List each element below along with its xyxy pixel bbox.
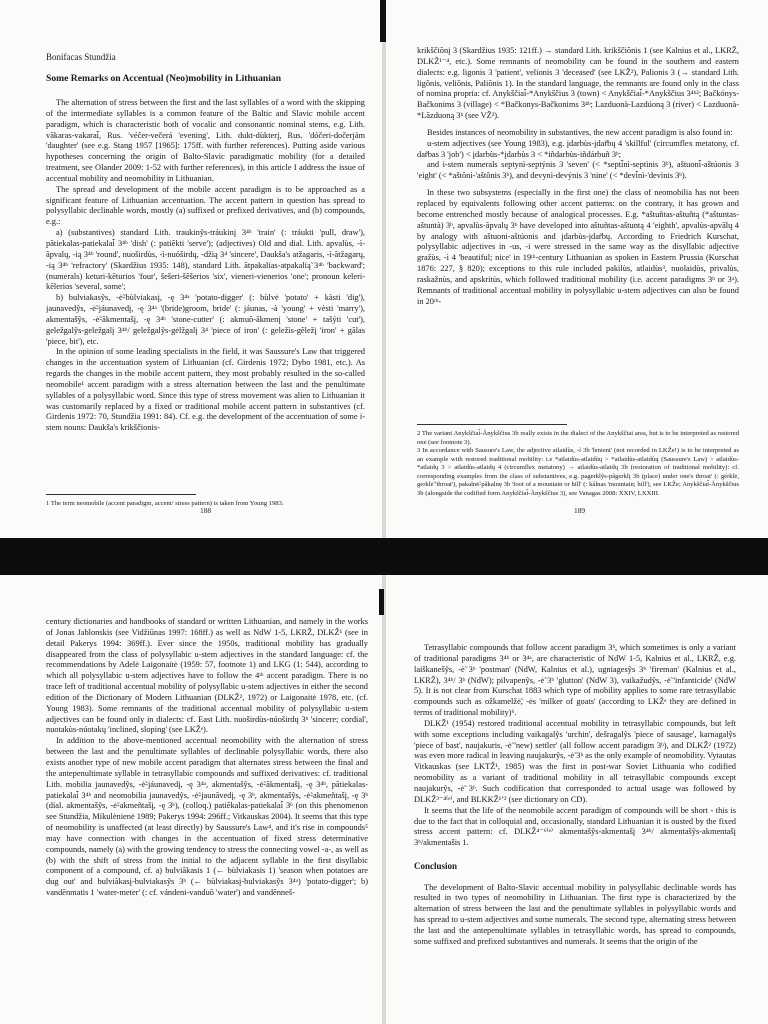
page-188-footnotes: [46, 488, 365, 508]
paragraph: and i-stem numerals septynì-septýnis 3 'seven' (< *septi̇̃nì-septìnis 3ᵇ), aštuoni̇̃-aštúonis 3 'eight' (< *aštõnì-'aštõnis 3ᵇ), and devynì-devýnis 3 'nine' (< *devi̇̃nì-'devìnis 3ᵇ).: [417, 160, 739, 181]
page-188-body: [46, 98, 365, 508]
footnote: 2 The variant Anykščiai̇̃-Ãnykščius 3b really exists in the dialect of the Anykščiai area, but is to be interpreted as restored one (see footnote 3).: [417, 430, 739, 446]
paragraph: b) bulviakasỹs, -ė̃-bùlviakasį, -ę 3⁴ᵃ 'potato-digger' (: bùlvė 'potato' + kàsti 'dig'), jaunavedỹs, -ė̃-jáunavedį, -ę 3⁴ᵃ '(bride)groom, bride' (: jáunas, -à 'young' + vèsti 'marry'), akmentašỹs, -ė̃-ãkmentašį, -ę 3⁴ᵇ 'stone-cutter' (: akmuõ-ãkmenį 'stone' + tašýti 'cut'), geležgalỹs-geležgalį 3⁴ᵇ/ geležgalỹs-gėlžgalį 3⁴ 'piece of iron' (: geležìs-gẽležį 'iron' + gãlas 'piece, bit'), etc.: [46, 293, 365, 346]
paragraph: In the opinion of some leading specialists in the field, it was Saussure's Law that triggered changes in the accentuation system of Lithuanian (cf. Girdenis 1972; Dybo 1981, etc.). As regards the changes in the mobile accent pattern, they most probably resulted in the so-called neomobile¹ accent paradigm with a stress alternation between the last and the penultimate syllables of a polysyllabic word. Since this type of stress movement was alien to Lithuanian it was customarily replaced by a fixed or traditional mobile accent pattern in substantives (cf. Girdenis 1972: 70, Stundžia 1991: 84). Cf. e.g. the development of the accentuation of some i-stem nouns: Daukša's krikščionis-: [46, 347, 365, 433]
bottom-page-spread: [0, 575, 768, 1024]
page-gutter: [382, 575, 386, 1024]
binding-mark: [380, 0, 386, 42]
binding-mark: [379, 589, 384, 615]
paragraph: Tetrasyllabic compounds that follow accent paradigm 3ᵇ, which sometimes is only a variant of traditional paradigms 3⁴ᵇ or 3⁴ᵃ, are characteristic of NdW 1-5, Kalnius et al., LKRŽ, e.g. laiškanešỹs, -ė̃ 3ᵇ 'postman' (NdW, Kalnius et al.), ugniagesỹs 3ᵇ 'fireman' (Kalnius et al., LKRŽ), 3⁴ᵇ/ 3ᵇ (NdW); pilvapenỹs, -ė̃ 3ᵇ 'glutton' (NdW 3), vaikažudỹs, -ė̃ 'infanticide' (NdW 5). It is not clear from Kurschat 1883 which type of mobility applies to some rare tetrasyllabic compounds such as ožkamelžė̃, -ės 'milker of goats' (according to LKŽᵉ they are defined in terms of traditional mobility)⁶.: [414, 643, 736, 718]
footnote-rule: [417, 424, 567, 425]
page-189-footnotes: [417, 418, 739, 504]
paragraph: u-stem adjectives (see Young 1983), e.g. įdarbùs-įdar̃bų 4 'skillful' (circumflex metatony, cf. dar̃bas 3 'job') < įdarbùs-*įdarbùs 3 < *iñdarbùs-iñdárbuñ 3ᵇ;: [417, 138, 739, 159]
page-number: 188: [200, 506, 212, 515]
page-number: 189: [574, 506, 586, 515]
paragraph: krikščiõnį 3 (Skardžius 1935: 121ff.) → standard Lith. krikščiõnis 1 (see Kalnius et al., LKRŽ, DLKŽ¹⁻⁴, etc.). Some remnants of neomobility can be found in the southern and eastern dialects: e.g. ligonis 3 'patient', velionis 3 'deceased' (see LKŽ²), Palionis 3 (→ standard Lith. ligõnis, veliõnis, Paliõnis 1). In the standard language, the remnants are found only in the class of nomina propria: cf. Anykščiai̇̃-*Anykščius 3 (town) < Anykščiai̇̃-*Anykščius 3⁴ᵇ²; Bačkónys-Bačkonims 3 (village) < *Bačkonys-Bačkonims 3⁴ᵇ; Lazduonà-Lazdúoną 3 (river) < Lazduonà-*Lãzduoną 3ᵇ (see VŽ²).: [417, 46, 739, 121]
paragraph: century dictionaries and handbooks of standard or written Lithuanian, and namely in the works of Jonas Jablonskis (see Vidžiūnas 1997: 168ff.) as well as NdW 1-5, LKRŽ, DLKŽ¹ (see in detail Pakerys 1994: 369ff.). Ever since the 1950s, traditional mobility has gradually disappeared from the class of polysyllabic u-stem adjectives in the standard language: cf. the recommendations by Adelė Laigonaitė (1959: 57, footnote 1) and LKG (1: 544), according to which all polysyllabic u-stem adjectives have to follow the 4ᵗʰ accent paradigm. There is no trace left of traditional accentual mobility of polysyllabic u-stem adjectives in either the second edition of the Dictionary of Modern Lithuanian (DLKŽ², 1972) or Laigonaitė 1978, etc. (cf. Young 1983). Some remnants of the traditional accentual mobility of polysyllabic u-stem adjectives can be found only in dialects: cf. East Lith. nuoširdùs-núoširdų 3ᵇ 'sincere; cordial', nuotakùs-núotakų 'inclined, sloping' (see LKŽᵉ).: [46, 617, 368, 735]
paragraph: The alternation of stress between the first and the last syllables of a word with the skipping of the intermediate syllables is a common feature of the Baltic and Slavic mobile accent paradigm, which is characteristic both of vocalic and consonantic nominal stems, e.g. Lith. vãkaras-vakarai̇̃, Rus. 'véčer-večerá 'evening', Lith. dukt-dùkterį, Rus. 'dóčeri-dočerjám 'daughter' (see e.g. Stang 1957 [1965]: 175ff. with further references). Putting aside various hypotheses concerning the origin of Balto-Slavic paradigmatic mobility (for a detailed treatment, see Olander 2009: 1-52 with further references), in this article I address the issue of accentual mobility and neomobility in Lithuanian.: [46, 98, 365, 183]
page-189-body: [417, 46, 739, 414]
paragraph: DLKŽ¹ (1954) restored traditional accentual mobility in tetrasyllabic compounds, but left with some exceptions including vaikagalỹs 'urchin', dešragalỹs 'piece of sausage', karnagalỹs 'piece of bast', naujakuris, -ė̃ 'new) settler' (all follow accent paradigm 3ᵇ), and DLKŽ² (1972) was even more radical in leaving naujakurỹs, -ė̃ 3ᵇ as the only example of neomobility. Vytautas Vitkauskas (see LKTŽ¹, 1985) was the first in post-war Soviet Lithuania who codified neomobility as a variant of traditional mobility in all tetrasyllabic compounds except naujakurỹs, -ė̃ 3ᵇ. Such codification that corresponded to actual usage was followed by DLKŽ³⁻⁴⁽ᵉ⁾, and BLKKŽ¹ʼ² (see dictionary on CD).: [414, 718, 736, 804]
author-name: Bonifacas Stundžia: [46, 52, 116, 62]
footnote: 3 In accordance with Sausure's Law, the adjective atlaidùs, -ì 3b 'lenient' (not recorded in LKŽe!) is to be interpreted as an example with restored traditional mobility: i.e *atlaidùs-atlaidùų > *atlaidùs-atlaidùų (Saussure's Law) > atlaidùs-*atlaidų 3 > atlaidùs-atlaidų 4 (circumflex metatony) → atlaidùs-atlaidų 3b (restoration of traditional mobility): cf. corresponding examples from the class of substantives, e.g. pagerklỹs-pãgerklį 3b (place) under one's throat' (: gérklė, gerklė̃ 'throat'), pakalnė̃-pãkalnę 3b 'foot of a mountain or hill' (: kálnas 'mountain; hill'), see LKŽe; Anykščiai̇̃-Ãnykščius 3b (alongside the codified form Anykščiai̇̃-Ãnykščius 3), see Vanagas 2008: XXIV, LXXIII.: [417, 447, 739, 497]
scan-divider-band: [0, 538, 768, 575]
paragraph: The spread and development of the mobile accent paradigm is to be approached as a significant feature of Lithuanian accentuation. The accent pattern in question has spread to polysyllabic declinable words, mostly (a) suffixed or prefixed derivatives, and (b) compounds, e.g.:: [46, 184, 365, 227]
footnote: 1 The term neomobile (accent paradigm, accent/ stress pattern) is taken from Young 1983.: [46, 500, 284, 507]
page-gutter: [382, 0, 386, 538]
article-title: Some Remarks on Accentual (Neo)mobility in Lithuanian: [46, 73, 282, 84]
page-191-body: [414, 643, 736, 1024]
paragraph: In addition to the above-mentioned accentual neomobility with the alternation of stress between the last and the penultimate syllables of declinable polysyllabic words, there also exists another type of new mobile accent paradigm that alternates stress between the final and the antepenultimate syllable in tetrasyllabic compounds and suffixed derivatives: cf. traditional Lith. mobilia jaunavedỹs, -ė̃-jáunavedį, -ę 3⁴ᵃ, akmentašỹs, -ė̃-ãkmentašį, -ę 3⁴ᵇ, pãtiekalas-patiekalai̇̃ 3⁴ᵇ and neomobilia jaunavedỹs, -ė̃-jaunãvedį, -ę 3ᵇ, akmentašỹs, -ė̃-akmeñtašį, -ę 3ᵇ (dial. akmentašỹs, -ė̃-akmeñtašį, -ę 3ᵇ), (colloq.) patiẽkalas-patiekalai̇̃ 3ᵇ (on this phenomenon see Stundžia, Mikulėnienė 1989; Pakerys 1994: 296ff.; Vitkauskas 2004). It seems that this type of neomobility is unaffected (at least directly) by Saussure's Law⁴, and it's rise in compounds⁵ may have connection with changes in the accentuation of fixed stress determinative compounds, namely (a) with the growing tendency to stress the connecting vowel -a-, as well as (b) with the shift of stress from the initial to the adjacent syllable in the first disyllabic component of a compound, cf. a) bulviãkasis 1 (← bùlviakasis 1) 'season when potatoes are dug out' and bulviãkasį-bulviakasỹs 3ᵇ (← bùlviakasį-bulviakasỹs 3⁴ᵃ) 'potato-digger'; b) vandẽnmatis 1 'water-meter' (: cf. vándeni-vanduõ 'water') and vandẽnneš-: [46, 736, 368, 898]
paragraph: In these two subsystems (especially in the first one) the class of neomobilia has not been replaced by equivalents following other accent patterns: on the contrary, it has grown and become entrenched mostly because of analogical processes. E.g. *aštuñtas-aštuñtą (*aštuntas-aštuntà) 3ᵇ, apvalùs-ãpvalų 3ᵇ have developed into aštuñtas-aštuntą 4 'eighth', apvalùs-apvãlų 4 by analogy with aštuoni-aštúonis and įdarbùs-įdar̃bų. According to Friedrich Kurschat, polysyllabic adjectives in -us, -i were stressed in the same way as the disyllabic adjective gražùs, -ì 4 'beautiful; nice' in 19ᵗʰ-century Lithuanian as spoken in Eastern Prussia (Kurschat 1876: 227, § 820); exceptions to this rule included pakilùs, atlaidùs³, nuolaidùs, privalùs, raskažnùs, and apskritùs, which followed traditional mobility (i.e. accent paradigms 3ᵇ or 3ᵃ). Remnants of traditional accentual mobility in polysyllabic u-stem adjectives can also be found in 20ᵗʰ-: [417, 188, 739, 306]
page-190-body: [46, 617, 368, 1024]
paragraph: Besides instances of neomobility in substantives, the new accent paradigm is also found in:: [427, 127, 733, 137]
footnote-rule: [46, 494, 196, 495]
section-heading: Conclusion: [414, 861, 458, 872]
paragraph: It seems that the life of the neomobile accent paradigm of compounds will be short - this is due to the fact that in colloquial and, occasionally, standard Lithuanian it is ousted by the fixed stress accent pattern: cf. DLKŽ⁴⁻⁶⁽ᵉ⁾ akmentašỹs-akmentašį 3⁴ᵇ/ akmentašỹs-akmentašį 3ᵇ/akmentašis 1.: [414, 805, 736, 848]
paragraph: a) (substantives) standard Lith. traukinỹs-tráukinį 3⁴ᵇ 'train' (: tráukti 'pull, draw'), pãtiekalas-patiekalai̇̃ 3⁴ᵇ 'dish' (: patiẽkti 'serve'); (adjectives) Old and dial. Lith. apvalùs, -ì-ãpvalų, -ią 3⁴ᵇ 'round', nuoširdùs, -ì-nuóširdų, -džią 3⁴ 'sincere', Daukša's atžagaris, -ì-ãtžagarų, -ią 3⁴ᵇ 'refractory' (Skardžius 1935: 148), standard Lith. ãtpakalias-atpakalią̃ 3⁴ᵇ 'backward'; (numerals) keturi-kẽturios 'four', šešeri-šẽšerios 'six', vieneri-vienerios 'one'; pronoun keleri-kẽlerios 'several, some';: [46, 228, 365, 292]
paragraph: The development of Balto-Slavic accentual mobility in polysyllabic declinable words has resulted in two types of neomobility in Lithuanian. The first type is characterized by the alternation of stress between the last and the penultimate syllables in polysyllabic words and has spread to u-stem adjectives and some numerals. The second type, alternating stress between the last and the antepenultimate syllables in tetrasyllabic words, has spread to compounds, some suffixed and prefixed substantives and numerals. It seems that the origin of the: [414, 882, 736, 946]
